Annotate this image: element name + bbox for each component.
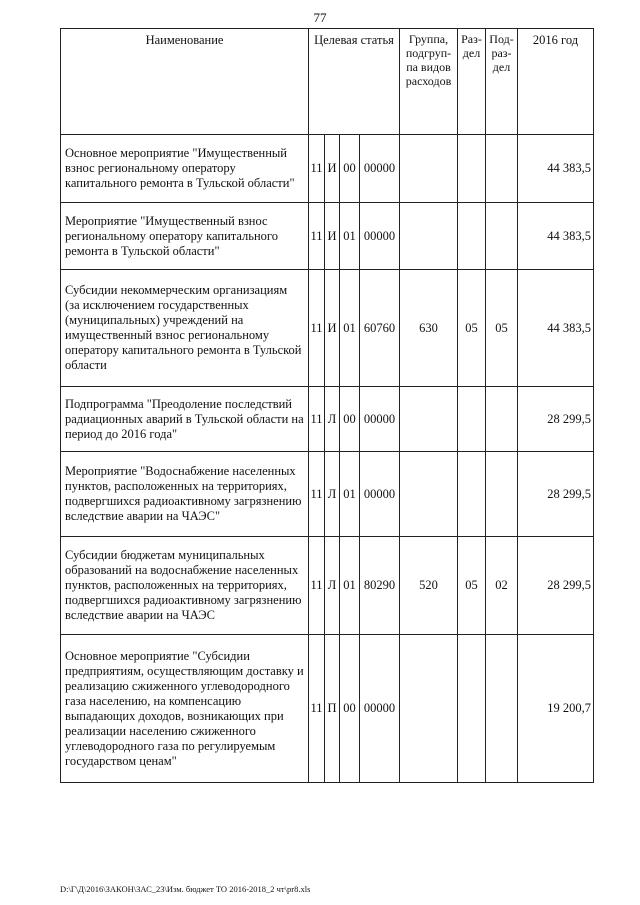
code-subprogram: И — [325, 270, 340, 387]
code-direction: 00000 — [360, 203, 400, 270]
code-direction: 00000 — [360, 135, 400, 203]
table-row — [61, 537, 594, 635]
table-row — [61, 135, 594, 203]
group-cell — [400, 452, 458, 537]
section-cell: 05 — [458, 537, 486, 635]
header-name: Наименование — [61, 29, 309, 135]
code-program: 11 — [309, 537, 325, 635]
header-target-article: Целевая статья — [309, 29, 400, 135]
code-program: 11 — [309, 270, 325, 387]
subsection-cell: 05 — [486, 270, 518, 387]
code-subprogram: Л — [325, 387, 340, 452]
section-cell — [458, 387, 486, 452]
code-event: 01 — [340, 203, 360, 270]
amount-cell: 19 200,7 — [518, 635, 594, 783]
group-cell: 630 — [400, 270, 458, 387]
code-event: 01 — [340, 537, 360, 635]
row-name: Мероприятие "Водоснабжение населенных пунктов, расположенных на территориях, подвергшихся радиоактивному загрязнению вследствие аварии на ЧАЭС" — [61, 452, 309, 537]
file-path-footer: D:\Г\Д\2016\ЗАКОН\ЗАС_23\Изм. бюджет ТО 2016-2018_2 чт\pr8.xls — [60, 884, 311, 894]
row-name: Мероприятие "Имущественный взнос региональному оператору капитального ремонта в Тульской области" — [61, 203, 309, 270]
amount-cell: 28 299,5 — [518, 387, 594, 452]
code-program: 11 — [309, 452, 325, 537]
code-program: 11 — [309, 387, 325, 452]
row-name: Подпрограмма "Преодоление последствий радиационных аварий в Тульской области на период до 2016 года" — [61, 387, 309, 452]
code-subprogram: Л — [325, 537, 340, 635]
code-event: 00 — [340, 387, 360, 452]
table-row — [61, 387, 594, 452]
section-cell — [458, 135, 486, 203]
code-direction: 80290 — [360, 537, 400, 635]
table-row — [61, 203, 594, 270]
section-cell — [458, 452, 486, 537]
group-cell — [400, 387, 458, 452]
code-event: 01 — [340, 270, 360, 387]
group-cell — [400, 635, 458, 783]
table-row — [61, 452, 594, 537]
section-cell — [458, 635, 486, 783]
code-subprogram: И — [325, 135, 340, 203]
code-event: 00 — [340, 635, 360, 783]
section-cell — [458, 203, 486, 270]
amount-cell: 44 383,5 — [518, 135, 594, 203]
header-year: 2016 год — [518, 29, 594, 135]
code-event: 00 — [340, 135, 360, 203]
budget-table — [60, 28, 594, 783]
code-program: 11 — [309, 635, 325, 783]
table-row — [61, 270, 594, 387]
group-cell — [400, 135, 458, 203]
table-row — [61, 635, 594, 783]
code-event: 01 — [340, 452, 360, 537]
amount-cell: 44 383,5 — [518, 270, 594, 387]
code-direction: 00000 — [360, 387, 400, 452]
subsection-cell: 02 — [486, 537, 518, 635]
row-name: Основное мероприятие "Субсидии предприятиям, осуществляющим доставку и реализацию сжиженного углеводородного газа населению, на компенсацию выпадающих доходов, возникающих при реализации населению сжиженного углеводородного газа по регулируемым государством ценам" — [61, 635, 309, 783]
code-program: 11 — [309, 203, 325, 270]
amount-cell: 28 299,5 — [518, 452, 594, 537]
subsection-cell — [486, 452, 518, 537]
row-name: Субсидии бюджетам муниципальных образований на водоснабжение населенных пунктов, расположенных на территориях, подвергшихся радиоактивному загрязнению вследствие аварии на ЧАЭС — [61, 537, 309, 635]
row-name: Основное мероприятие "Имущественный взнос региональному оператору капитального ремонта в Тульской области" — [61, 135, 309, 203]
header-group: Группа, подгруп-па видов расходов — [400, 29, 458, 135]
subsection-cell — [486, 635, 518, 783]
group-cell — [400, 203, 458, 270]
subsection-cell — [486, 135, 518, 203]
code-direction: 00000 — [360, 635, 400, 783]
header-subsection: Под-раз-дел — [486, 29, 518, 135]
subsection-cell — [486, 203, 518, 270]
amount-cell: 44 383,5 — [518, 203, 594, 270]
code-subprogram: П — [325, 635, 340, 783]
header-row — [61, 29, 594, 135]
page-number: 77 — [313, 10, 327, 25]
group-cell: 520 — [400, 537, 458, 635]
subsection-cell — [486, 387, 518, 452]
code-subprogram: И — [325, 203, 340, 270]
code-direction: 00000 — [360, 452, 400, 537]
section-cell: 05 — [458, 270, 486, 387]
code-subprogram: Л — [325, 452, 340, 537]
code-program: 11 — [309, 135, 325, 203]
amount-cell: 28 299,5 — [518, 537, 594, 635]
row-name: Субсидии некоммерческим организациям (за исключением государственных (муниципальных) учреждений на имущественный взнос региональному оператору капитального ремонта в Тульской области — [61, 270, 309, 387]
code-direction: 60760 — [360, 270, 400, 387]
header-section: Раз-дел — [458, 29, 486, 135]
